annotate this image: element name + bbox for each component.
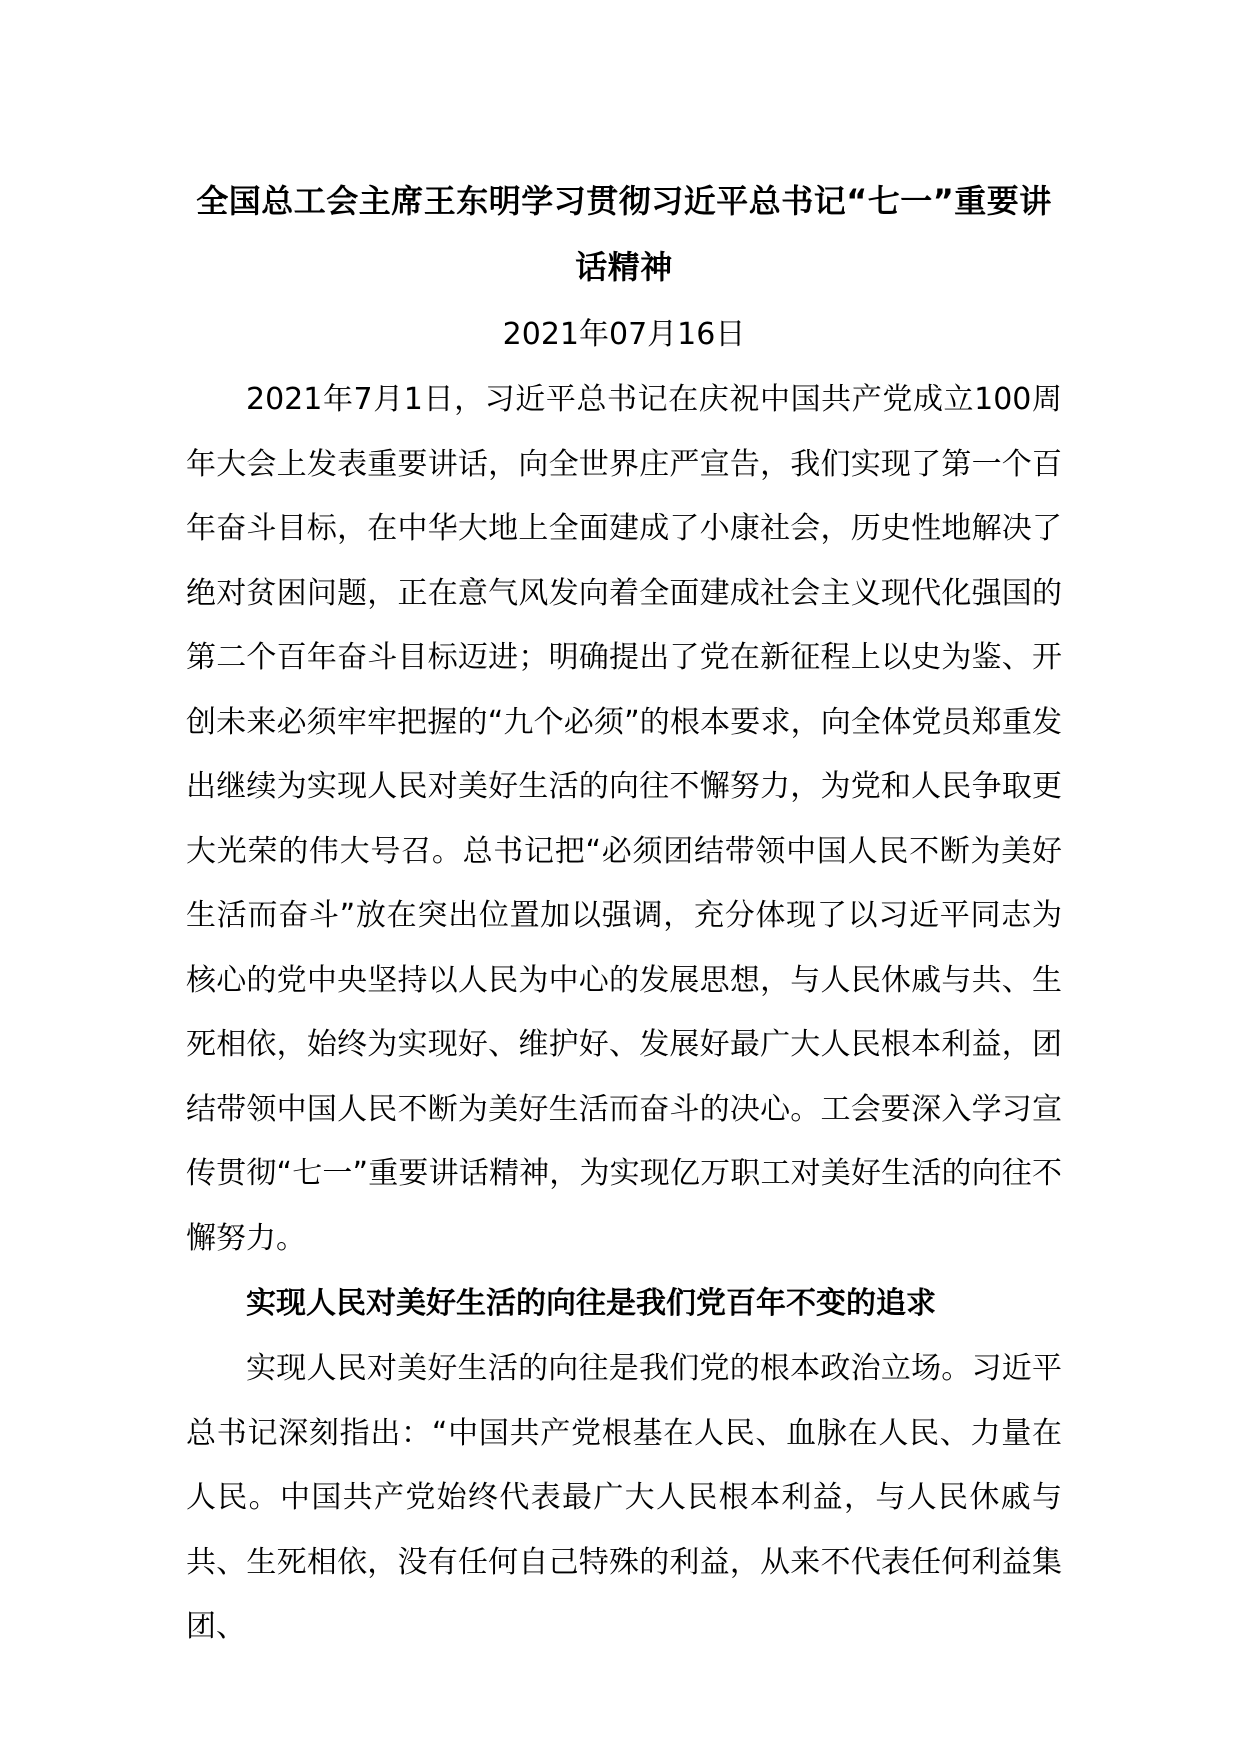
document-date: 2021年07月16日 [502, 317, 746, 352]
section-heading: 实现人民对美好生活的向往是我们党百年不变的追求 [246, 1286, 936, 1321]
document-content [186, 168, 1062, 1660]
document-title: 全国总工会主席王东明学习贯彻习近平总书记“七一”重要讲话精神 [196, 182, 1052, 286]
section-paragraph-1: 实现人民对美好生活的向往是我们党的根本政治立场。习近平总书记深刻指出：“中国共产党根基在人民、血脉在人民、力量在人民。中国共产党始终代表最广大人民根本利益，与人民休戚与共、生死相依，没有任何自己特殊的利益，从来不代表任何利益集团、 [186, 1351, 1062, 1644]
body-paragraph-1: 2021年7月1日，习近平总书记在庆祝中国共产党成立100周年大会上发表重要讲话，向全世界庄严宣告，我们实现了第一个百年奋斗目标，在中华大地上全面建成了小康社会，历史性地解决了绝对贫困问题，正在意气风发向着全面建成社会主义现代化强国的第二个百年奋斗目标迈进；明确提出了党在新征程上以史为鉴、开创未来必须牢牢把握的“九个必须”的根本要求，向全体党员郑重发出继续为实现人民对美好生活的向往不懈努力，为党和人民争取更大光荣的伟大号召。总书记把“必须团结带领中国人民不断为美好生活而奋斗”放在突出位置加以强调，充分体现了以习近平同志为核心的党中央坚持以人民为中心的发展思想，与人民休戚与共、生死相依，始终为实现好、维护好、发展好最广大人民根本利益，团结带领中国人民不断为美好生活而奋斗的决心。工会要深入学习宣传贯彻“七一”重要讲话精神，为实现亿万职工对美好生活的向往不懈努力。 [186, 382, 1062, 1256]
